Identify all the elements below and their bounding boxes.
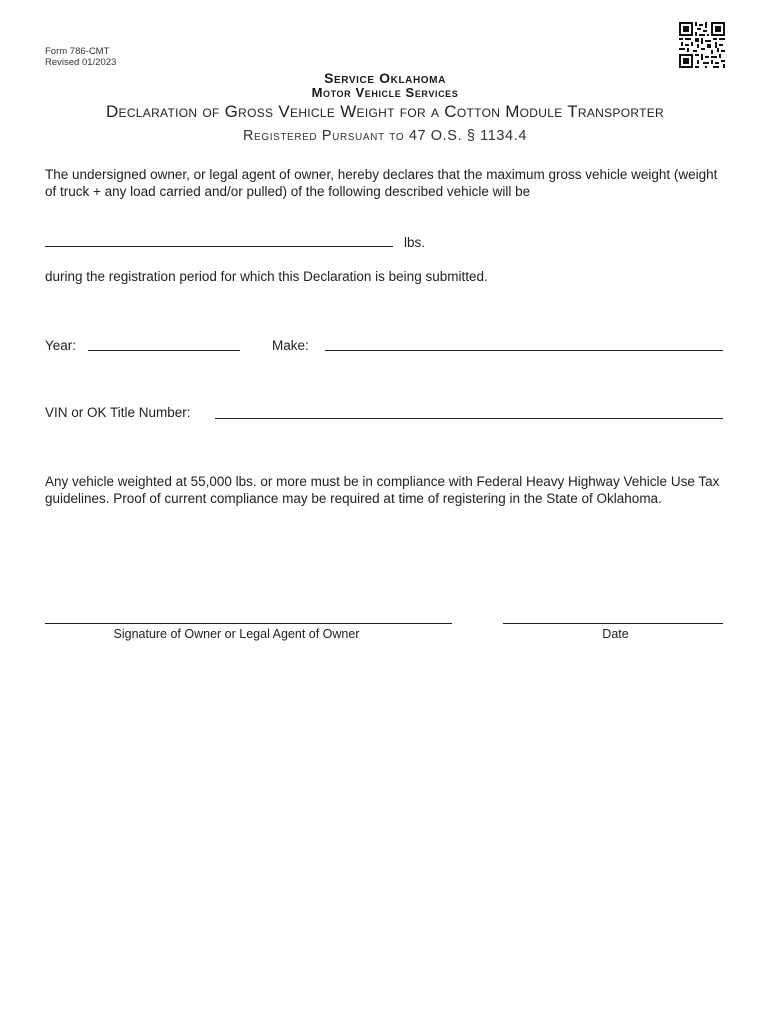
registration-period-text: during the registration period for which this Declaration is being submitted. xyxy=(45,269,488,284)
date-label: Date xyxy=(602,627,629,641)
year-input-line[interactable] xyxy=(88,350,240,351)
weight-unit-label: lbs. xyxy=(404,235,426,250)
date-signature-line[interactable] xyxy=(503,623,723,624)
declaration-text: The undersigned owner, or legal agent of owner, hereby declares that the maximum gross vehicle weight (weight of truck + any load carried and/or pulled) of the following described vehicle will be xyxy=(45,167,718,199)
agency-division: Motor Vehicle Services xyxy=(311,85,459,100)
form-number: Form 786-CMT xyxy=(45,46,110,57)
form-meta xyxy=(45,46,116,68)
compliance-note: Any vehicle weighted at 55,000 lbs. or more must be in compliance with Federal Heavy Highway Vehicle Use Tax guidelines. Proof of current compliance may be required at time of registering in the State of Oklahoma. xyxy=(45,474,720,506)
owner-signature-label: Signature of Owner or Legal Agent of Owner xyxy=(113,627,360,641)
document-subtitle: Registered Pursuant to 47 O.S. § 1134.4 xyxy=(242,128,528,144)
make-label: Make: xyxy=(272,338,309,353)
make-input-line[interactable] xyxy=(325,350,723,351)
weight-input-line[interactable] xyxy=(45,246,393,247)
owner-signature-line[interactable] xyxy=(45,623,452,624)
agency-name: Service Oklahoma xyxy=(324,70,446,86)
document-title: Declaration of Gross Vehicle Weight for a Cotton Module Transporter xyxy=(105,102,665,121)
year-label: Year: xyxy=(45,338,77,353)
vin-input-line[interactable] xyxy=(215,418,723,419)
vin-label: VIN or OK Title Number: xyxy=(45,405,191,420)
form-revised: Revised 01/2023 xyxy=(45,57,117,68)
qr-code-icon xyxy=(679,22,725,68)
